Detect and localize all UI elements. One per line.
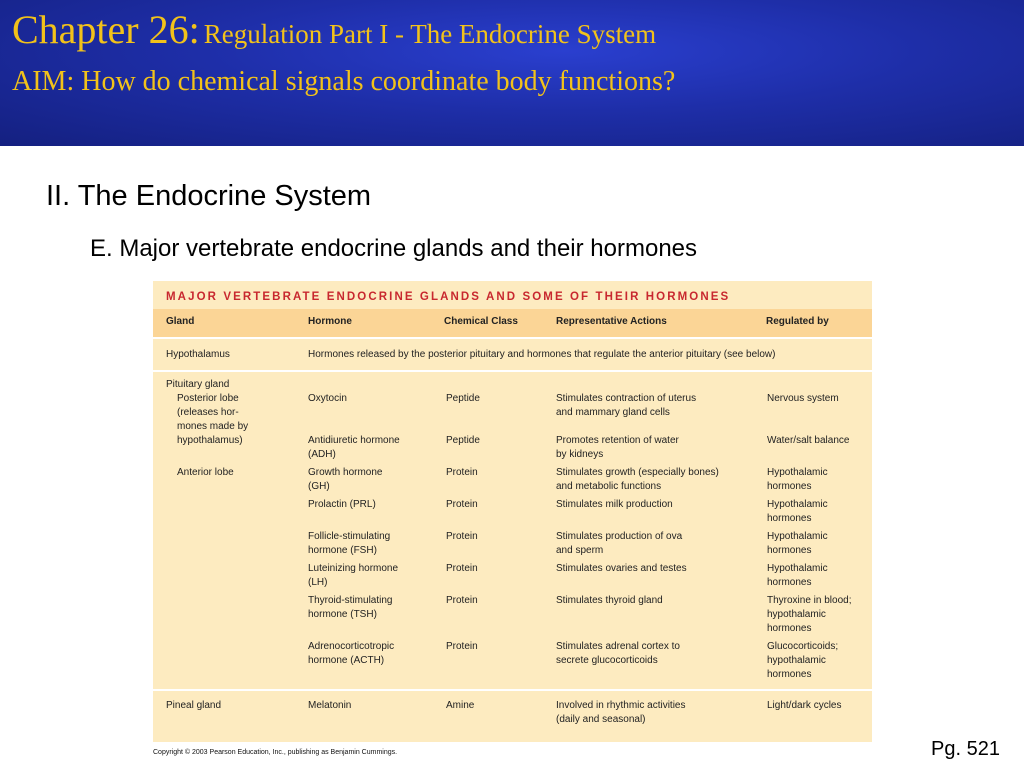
hormone-cell: Antidiuretic hormone (ADH)	[308, 435, 400, 460]
regulated-cell: Thyroxine in blood; hypothalamic hormones	[767, 595, 852, 634]
class-cell: Protein	[446, 595, 478, 606]
action-cell: Stimulates ovaries and testes	[556, 563, 687, 574]
hormone-cell: Oxytocin	[308, 393, 347, 404]
table-header-row	[153, 309, 872, 338]
class-cell: Protein	[446, 563, 478, 574]
gland-pineal: Pineal gland	[166, 700, 222, 711]
section-subheading: E. Major vertebrate endocrine glands and their hormones	[90, 235, 698, 262]
action-cell: Promotes retention of water by kidneys	[556, 435, 679, 460]
hormone-cell: Follicle-stimulating hormone (FSH)	[308, 531, 391, 556]
anterior-lobe-label: Anterior lobe	[177, 467, 234, 478]
regulated-cell: Nervous system	[767, 393, 839, 404]
gland-pituitary: Pituitary gland	[166, 379, 230, 390]
class-cell: Protein	[446, 467, 478, 478]
slide-title	[12, 6, 656, 53]
regulated-cell: Glucocorticoids; hypothalamic hormones	[767, 641, 839, 680]
class-cell: Peptide	[446, 393, 480, 404]
regulated-cell: Light/dark cycles	[767, 700, 842, 711]
header-regulated-by: Regulated by	[766, 316, 829, 327]
chapter-title: Regulation Part I - The Endocrine System	[203, 19, 657, 49]
header-gland: Gland	[166, 316, 195, 327]
posterior-lobe-label: Posterior lobe (releases hor- mones made by hypothalamus)	[177, 393, 249, 446]
regulated-cell: Hypothalamic hormones	[767, 499, 828, 524]
class-cell: Amine	[446, 700, 475, 711]
action-cell: Involved in rhythmic activities (daily and seasonal)	[556, 700, 686, 725]
copyright-notice: Copyright © 2003 Pearson Education, Inc., publishing as Benjamin Cummings.	[153, 749, 398, 756]
hormone-cell: Growth hormone (GH)	[308, 467, 383, 492]
hormone-cell: Thyroid-stimulating hormone (TSH)	[308, 595, 393, 620]
class-cell: Protein	[446, 531, 478, 542]
action-cell: Stimulates production of ova and sperm	[556, 531, 683, 556]
action-cell: Stimulates milk production	[556, 499, 673, 510]
hypothalamus-note: Hormones released by the posterior pituitary and hormones that regulate the anterior pituitary (see below)	[308, 349, 776, 360]
class-cell: Protein	[446, 499, 478, 510]
hormone-cell: Melatonin	[308, 700, 352, 711]
class-cell: Peptide	[446, 435, 480, 446]
gland-hypothalamus: Hypothalamus	[166, 349, 230, 360]
table-divider	[153, 370, 872, 372]
regulated-cell: Hypothalamic hormones	[767, 531, 828, 556]
hormone-cell: Luteinizing hormone (LH)	[308, 563, 399, 588]
hormone-cell: Prolactin (PRL)	[308, 499, 376, 510]
section-heading: II. The Endocrine System	[46, 180, 372, 212]
aim-statement: AIM: How do chemical signals coordinate body functions?	[12, 66, 676, 97]
table-divider	[153, 337, 872, 339]
endocrine-table	[153, 281, 872, 742]
title-banner	[0, 0, 1024, 146]
action-cell: Stimulates thyroid gland	[556, 595, 663, 606]
chapter-label: Chapter 26:	[12, 7, 200, 52]
regulated-cell: Hypothalamic hormones	[767, 467, 828, 492]
page-number: Pg. 521	[931, 738, 1000, 760]
regulated-cell: Hypothalamic hormones	[767, 563, 828, 588]
action-cell: Stimulates growth (especially bones) and metabolic functions	[556, 467, 719, 492]
class-cell: Protein	[446, 641, 478, 652]
header-representative-actions: Representative Actions	[556, 316, 667, 327]
action-cell: Stimulates contraction of uterus and mammary gland cells	[556, 393, 697, 418]
regulated-cell: Water/salt balance	[767, 435, 850, 446]
header-chemical-class: Chemical Class	[444, 316, 518, 327]
hormone-cell: Adrenocorticotropic hormone (ACTH)	[308, 641, 395, 666]
action-cell: Stimulates adrenal cortex to secrete glucocorticoids	[556, 641, 680, 666]
table-divider	[153, 689, 872, 691]
table-title: MAJOR VERTEBRATE ENDOCRINE GLANDS AND SOME OF THEIR HORMONES	[166, 291, 731, 303]
header-hormone: Hormone	[308, 316, 352, 327]
